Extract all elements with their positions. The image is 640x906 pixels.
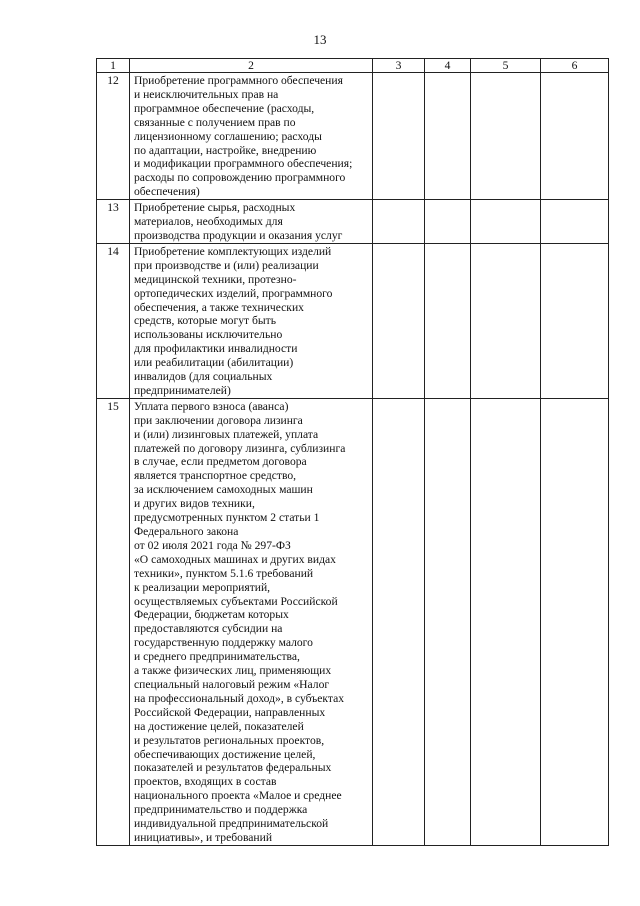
empty-cell-col-5: [471, 398, 541, 845]
description-line: инвалидов (для социальных: [134, 370, 273, 384]
description-line: Приобретение сырья, расходных: [134, 201, 296, 215]
table-row: [97, 398, 609, 845]
empty-cell-col-5: [471, 243, 541, 398]
column-header: 6: [541, 59, 609, 73]
description-line: на достижение целей, показателей: [134, 719, 304, 733]
row-number: 14: [97, 243, 130, 398]
row-number: 12: [97, 73, 130, 200]
description-line: программное обеспечение (расходы,: [134, 101, 315, 115]
description-line: национального проекта «Малое и среднее: [134, 789, 342, 803]
description-line: техники», пунктом 5.1.6 требований: [134, 566, 314, 580]
column-header: 3: [373, 59, 425, 73]
description-line: Приобретение комплектующих изделий: [134, 244, 332, 258]
description-line: при заключении договора лизинга: [134, 413, 303, 427]
description-line: производства продукции и оказания услуг: [134, 228, 343, 242]
description-line: Российской Федерации, направленных: [134, 705, 326, 719]
column-header: 1: [97, 59, 130, 73]
description-line: специальный налоговый режим «Налог: [134, 677, 330, 691]
description-line: к реализации мероприятий,: [134, 580, 271, 594]
page-number: 13: [313, 32, 327, 47]
description-line: обеспечения): [134, 185, 200, 199]
empty-cell-col-6: [541, 73, 609, 200]
description-line: платежей по договору лизинга, сублизинга: [134, 441, 346, 455]
empty-cell-col-4: [425, 398, 471, 845]
row-number: 13: [97, 200, 130, 244]
empty-cell-col-3: [373, 73, 425, 200]
description-line: и среднего предпринимательства,: [134, 650, 300, 664]
description-line: предпринимательство и поддержка: [134, 803, 308, 817]
description-line: Приобретение программного обеспечения: [134, 74, 343, 87]
empty-cell-col-3: [373, 243, 425, 398]
description-line: в случае, если предметом договора: [134, 455, 307, 469]
empty-cell-col-4: [425, 243, 471, 398]
column-header: 4: [425, 59, 471, 73]
description-line: расходы по сопровождению программного: [134, 171, 346, 185]
description-line: а также физических лиц, применяющих: [134, 664, 332, 678]
description-line: обеспечения, а также технических: [134, 300, 304, 314]
description-line: при производстве и (или) реализации: [134, 258, 319, 272]
table-row: [97, 243, 609, 398]
description-line: использованы исключительно: [134, 328, 283, 342]
description-line: средств, которые могут быть: [134, 314, 277, 328]
description-line: на профессиональный доход», в субъектах: [134, 691, 345, 705]
description-line: государственную поддержку малого: [134, 636, 313, 650]
empty-cell-col-6: [541, 243, 609, 398]
empty-cell-col-3: [373, 200, 425, 244]
description-line: за исключением самоходных машин: [134, 483, 313, 497]
description-line: является транспортное средство,: [134, 469, 297, 483]
empty-cell-col-5: [471, 73, 541, 200]
description-line: проектов, входящих в состав: [134, 775, 277, 789]
description-line: предпринимателей): [134, 383, 231, 397]
description-line: предусмотренных пунктом 2 статьи 1: [134, 511, 320, 525]
description-line: ортопедических изделий, программного: [134, 286, 333, 300]
description-line: и неисключительных прав на: [134, 87, 279, 101]
description-line: инициативы», и требований: [134, 830, 273, 844]
description-line: индивидуальной предпринимательской: [134, 817, 329, 831]
description-line: материалов, необходимых для: [134, 215, 283, 229]
empty-cell-col-5: [471, 200, 541, 244]
expense-description: [130, 200, 373, 244]
empty-cell-col-3: [373, 398, 425, 845]
description-line: осуществляемых субъектами Российской: [134, 594, 338, 608]
description-line: или реабилитации (абилитации): [134, 356, 294, 370]
description-line: предоставляются субсидии на: [134, 622, 283, 636]
column-header: 2: [130, 59, 373, 73]
empty-cell-col-4: [425, 73, 471, 200]
description-line: «О самоходных машинах и других видах: [134, 552, 336, 566]
description-line: и результатов региональных проектов,: [134, 733, 325, 747]
description-line: лицензионному соглашению; расходы: [134, 129, 322, 143]
description-line: для профилактики инвалидности: [134, 342, 298, 356]
table-row: [97, 200, 609, 244]
description-line: Уплата первого взноса (аванса): [134, 399, 289, 413]
expense-description: [130, 73, 373, 200]
description-line: Федерации, бюджетам которых: [134, 608, 289, 622]
description-line: от 02 июля 2021 года № 297-ФЗ: [134, 538, 291, 552]
description-line: и модификации программного обеспечения;: [134, 157, 353, 171]
description-line: по адаптации, настройке, внедрению: [134, 143, 317, 157]
expense-description: [130, 398, 373, 845]
expense-description: [130, 243, 373, 398]
row-number: 15: [97, 398, 130, 845]
description-line: медицинской техники, протезно-: [134, 272, 297, 286]
description-line: показателей и результатов федеральных: [134, 761, 332, 775]
description-line: обеспечивающих достижение целей,: [134, 747, 316, 761]
expense-table: [96, 58, 609, 846]
empty-cell-col-6: [541, 398, 609, 845]
column-header: 5: [471, 59, 541, 73]
table-row: [97, 73, 609, 200]
description-line: и других видов техники,: [134, 497, 255, 511]
empty-cell-col-4: [425, 200, 471, 244]
description-line: Федерального закона: [134, 525, 239, 538]
empty-cell-col-6: [541, 200, 609, 244]
description-line: и (или) лизинговых платежей, уплата: [134, 427, 319, 441]
description-line: связанные с получением прав по: [134, 115, 296, 129]
header-row: [97, 59, 609, 73]
